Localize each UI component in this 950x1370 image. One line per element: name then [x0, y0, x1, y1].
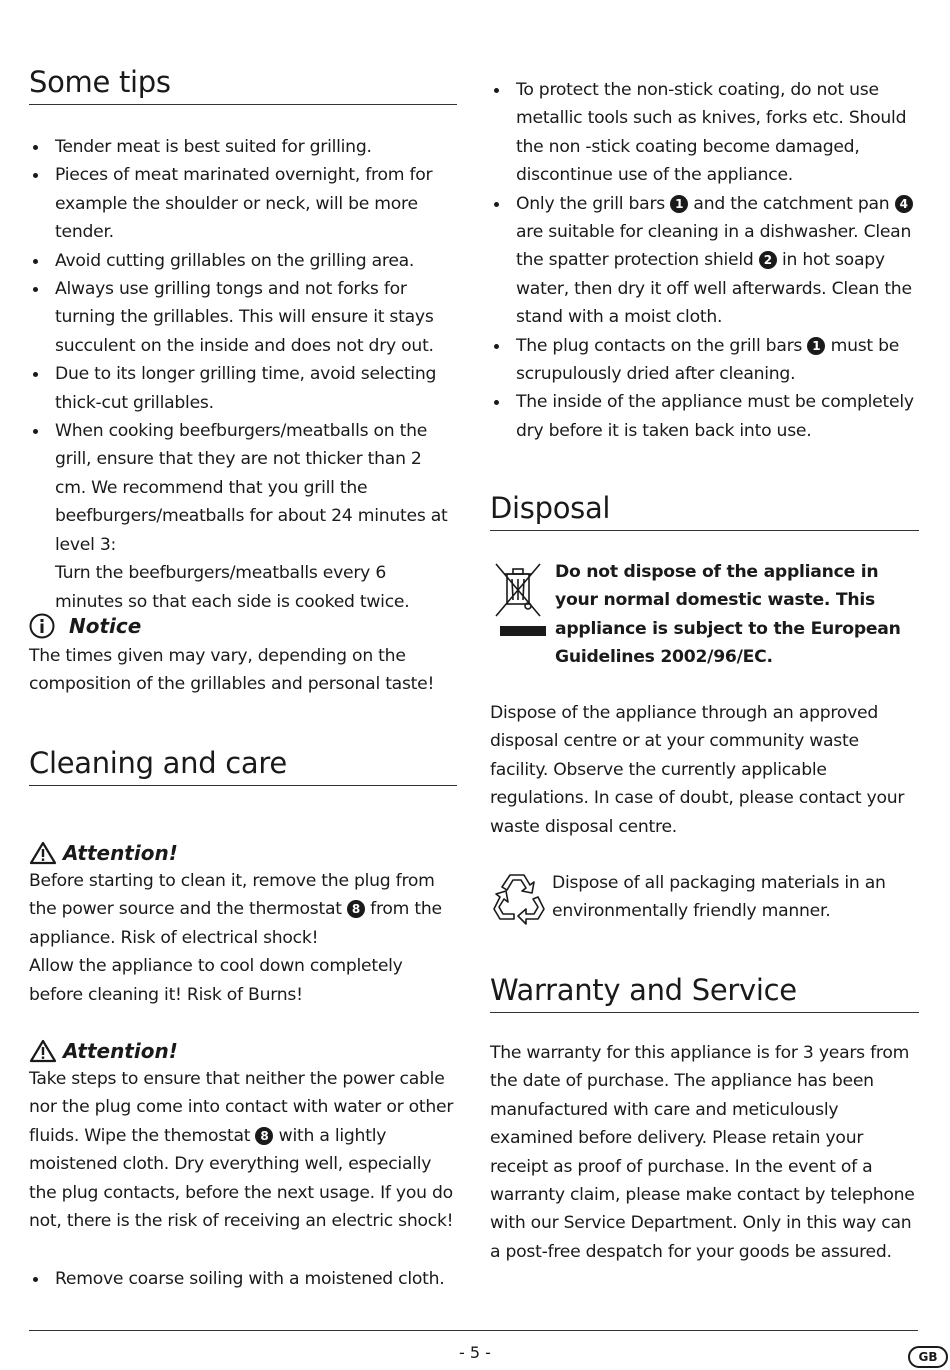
- tips-section: [29, 64, 457, 105]
- page-number: - 5 -: [459, 1343, 491, 1362]
- text-part: in hot soapy water, then dry it off well afterwards. Clean the stand with a moist cloth.: [516, 250, 912, 328]
- part-number-badge: 8: [255, 1127, 273, 1145]
- packaging-note: [490, 869, 919, 929]
- notice-text: The times given may vary, depending on the composition of the grillables and personal taste!: [29, 646, 435, 695]
- part-number-badge: 2: [759, 251, 777, 269]
- crossed-bin-icon: [490, 558, 550, 672]
- language-badge: GB: [908, 1346, 948, 1368]
- attention-text-part: Take steps to ensure that neither the power cable nor the plug come into contact with water or other fluids. Wipe the themostat: [29, 1069, 454, 1146]
- attention-text-1b: Allow the appliance to cool down completely before cleaning it! Risk of Burns!: [29, 956, 403, 1005]
- warning-triangle-icon: [29, 1039, 57, 1063]
- disposal-warning-text: Do not dispose of the appliance in your normal domestic waste. This appliance is subject to the European Guidelines 2002/96/EC.: [555, 562, 901, 668]
- disposal-text: Dispose of the appliance through an approved disposal centre or at your community waste facility. Observe the currently applicable regulations. In case of doubt, please contact your waste disposal centre.: [490, 703, 905, 837]
- attention-heading: [29, 1037, 457, 1065]
- cleaning-list-left: [29, 1265, 457, 1293]
- part-number-badge: 4: [895, 195, 913, 213]
- footer-divider: [29, 1330, 918, 1331]
- notice-label: Notice: [69, 614, 142, 638]
- warranty-heading: Warranty and Service: [490, 972, 919, 1013]
- part-number-badge: 1: [807, 337, 825, 355]
- recycle-icon: [490, 869, 550, 929]
- burger-text: When cooking beefburgers/meatballs on the grill, ensure that they are not thicker than 2 cm. We recommend that you grill the beefburgers/meatballs for about 24 minutes at level 3:: [55, 421, 448, 555]
- cleaning-list-right: [490, 76, 919, 445]
- attention-text-part: from the appliance. Risk of electrical shock!: [29, 899, 442, 948]
- list-item: Avoid cutting grillables on the grilling area.: [29, 247, 457, 275]
- part-number-badge: 1: [670, 195, 688, 213]
- text-part: are suitable for cleaning in a dishwasher. Clean the spatter protection shield: [516, 222, 912, 271]
- attention-block-2: [29, 1037, 457, 1235]
- attention-label: Attention!: [63, 1039, 178, 1063]
- list-item: Pieces of meat marinated overnight, from for example the shoulder or neck, will be more tender.: [29, 161, 457, 246]
- list-item: The inside of the appliance must be completely dry before it is taken back into use.: [490, 388, 919, 445]
- list-item: Remove coarse soiling with a moistened cloth.: [29, 1265, 457, 1293]
- warning-triangle-icon: [29, 841, 57, 865]
- tips-heading: Some tips: [29, 64, 457, 105]
- list-item: To protect the non-stick coating, do not use metallic tools such as knives, forks etc. Should the non -stick coating become damaged, discontinue use of the appliance.: [490, 76, 919, 190]
- cleaning-heading: Cleaning and care: [29, 745, 457, 786]
- notice-block: [29, 612, 457, 699]
- list-item-burger: [29, 417, 457, 616]
- text-part: The plug contacts on the grill bars: [516, 335, 803, 356]
- attention-text-part: Before starting to clean it, remove the plug from the power source and the thermostat: [29, 871, 435, 920]
- info-icon: [29, 613, 55, 639]
- list-item: Tender meat is best suited for grilling.: [29, 133, 457, 161]
- list-item: Always use grilling tongs and not forks for turning the grillables. This will ensure it stays succulent on the inside and does not dry out.: [29, 275, 457, 360]
- attention-label: Attention!: [63, 841, 178, 865]
- burger-text-2: Turn the beefburgers/meatballs every 6 minutes so that each side is cooked twice.: [55, 563, 410, 612]
- disposal-heading: Disposal: [490, 490, 919, 531]
- attention-heading: [29, 839, 457, 867]
- warranty-section: [490, 972, 919, 1013]
- notice-heading: [29, 612, 457, 640]
- disposal-warning: [490, 558, 919, 672]
- list-item: Due to its longer grilling time, avoid selecting thick-cut grillables.: [29, 360, 457, 417]
- disposal-section: [490, 490, 919, 531]
- warranty-text: The warranty for this appliance is for 3 years from the date of purchase. The appliance has been manufactured with care and meticulously examined before delivery. Please retain your receipt as proof of purchase. In the event of a warranty claim, please make contact by telephone with our Service Department. Only in this way can a post-free despatch for your goods be assured.: [490, 1043, 915, 1262]
- part-number-badge: 8: [347, 900, 365, 918]
- attention-block-1: [29, 839, 457, 1009]
- attention-text-2: [29, 1065, 457, 1235]
- text-part: must be scrupulously dried after cleaning.: [516, 335, 900, 385]
- tips-list: [29, 133, 457, 616]
- cleaning-section: [29, 745, 457, 786]
- attention-text-part: with a lightly moistened cloth. Dry everything well, especially the plug contacts, before the next usage. If you do not, there is the risk of receiving an electric shock!: [29, 1125, 454, 1232]
- list-item: [490, 190, 919, 332]
- list-item: [490, 332, 919, 389]
- packaging-text: Dispose of all packaging materials in an environmentally friendly manner.: [552, 873, 886, 922]
- attention-text-1: [29, 867, 457, 952]
- text-part: and the catchment pan: [693, 193, 890, 214]
- text-part: Only the grill bars: [516, 193, 665, 214]
